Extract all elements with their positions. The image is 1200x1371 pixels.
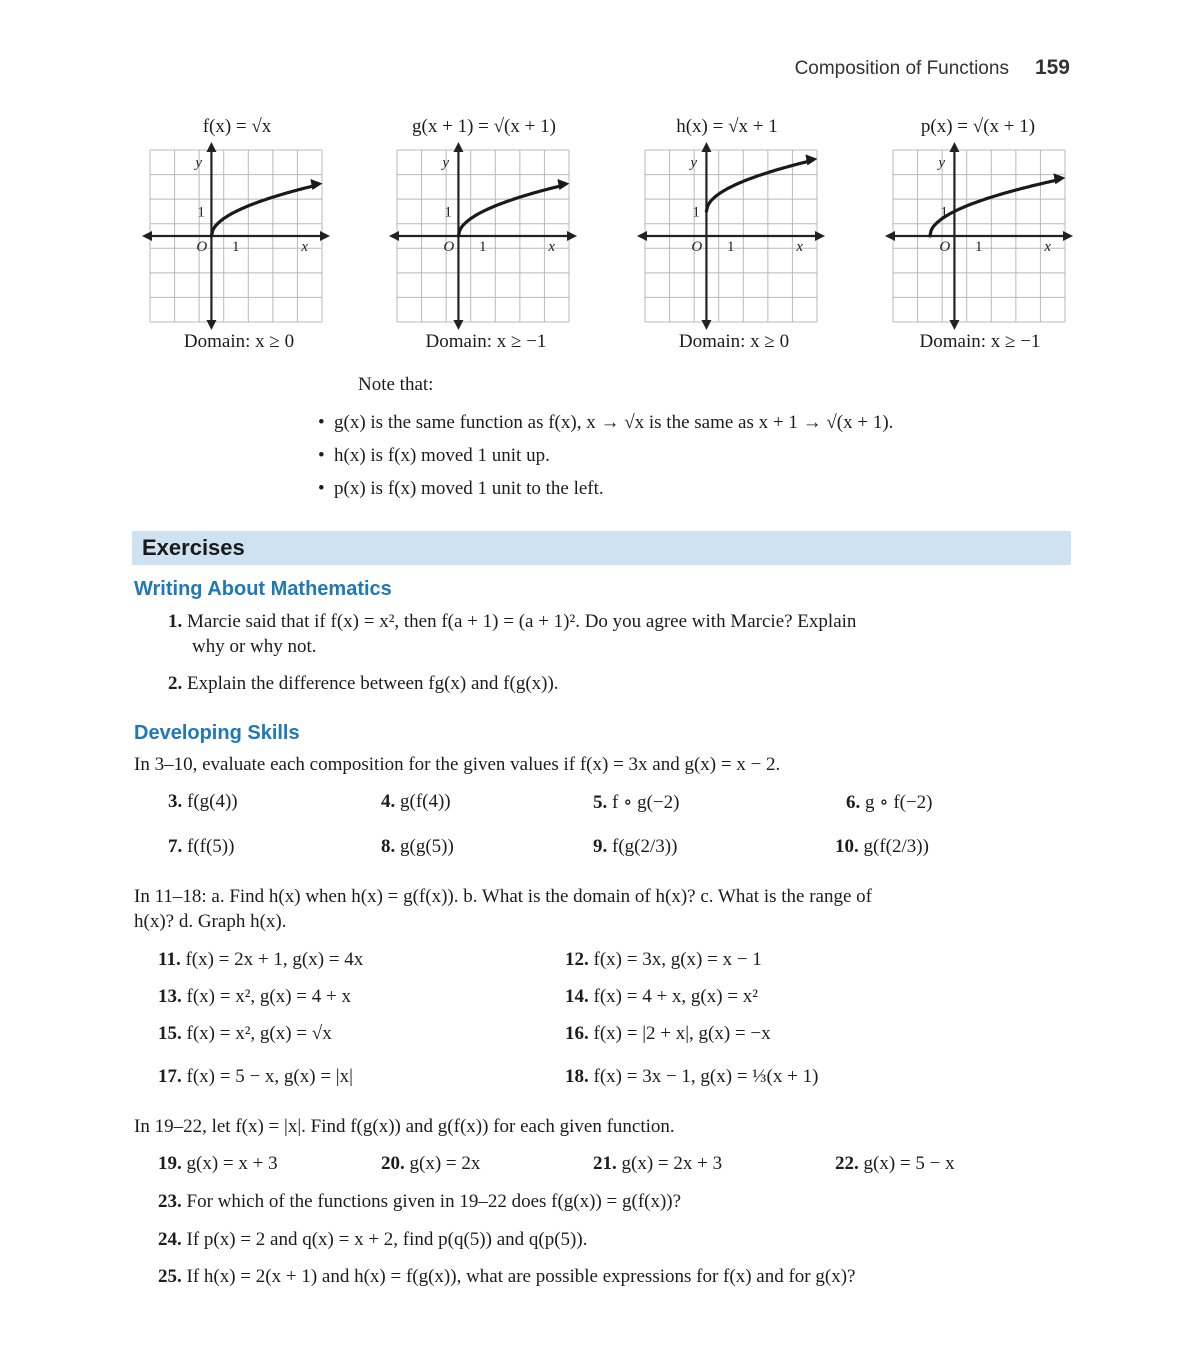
exercise-item: 19. g(x) = x + 3 [158,1153,278,1174]
chapter-title: Composition of Functions [794,58,1009,79]
origin-label: O [443,239,455,255]
curve-arrow [310,179,322,190]
exercise-item: 12. f(x) = 3x, g(x) = x − 1 [565,949,762,970]
domain-g: Domain: x ≥ −1 [425,331,547,352]
function-curve [458,186,560,236]
exercise-item: 2. Explain the difference between fg(x) and f(g(x)). [168,673,559,694]
x-axis-label: x [1044,239,1052,255]
origin-label: O [939,239,951,255]
y-tick-label: 1 [197,204,205,221]
y-axis-label: y [195,155,203,171]
domain-h: Domain: x ≥ 0 [678,331,790,352]
graph-title-p: p(x) = √(x + 1) [920,116,1036,137]
x-tick-label: 1 [232,239,240,255]
x-tick-label: 1 [975,239,983,255]
axis-arrow [453,320,463,330]
curve-arrow [557,179,569,190]
developing-heading: Developing Skills [134,722,300,744]
graph-h [645,150,817,322]
graph-g [397,150,569,322]
writing-heading: Writing About Mathematics [134,578,392,600]
instructions-11-18-continued: h(x)? d. Graph h(x). [134,911,287,932]
note-heading: Note that: [358,374,434,395]
axis-arrow [815,231,825,241]
exercise-item: 21. g(x) = 2x + 3 [593,1153,723,1174]
axis-arrow [885,231,895,241]
axis-arrow [453,142,463,152]
exercise-item-continued: why or why not. [192,636,317,657]
exercise-item: 5. f ∘ g(−2) [593,792,680,813]
exercise-item: 14. f(x) = 4 + x, g(x) = x² [565,986,758,1007]
instructions-19-22: In 19–22, let f(x) = |x|. Find f(g(x)) and g(f(x)) for each given function. [134,1116,675,1137]
note-bullet: • p(x) is f(x) moved 1 unit to the left. [318,478,604,499]
graph-title-f: f(x) = √x [202,116,272,137]
exercise-item: 15. f(x) = x², g(x) = √x [158,1023,332,1044]
exercises-banner [132,531,1071,565]
exercises-heading: Exercises [142,535,245,560]
exercise-item: 18. f(x) = 3x − 1, g(x) = ⅓(x + 1) [565,1066,819,1087]
note-bullet: • h(x) is f(x) moved 1 unit up. [318,445,550,466]
axis-arrow [949,142,959,152]
note-bullet: • g(x) is the same function as f(x), x → √x is the same as x + 1 → √(x + 1). [318,412,894,433]
graph-title-h: h(x) = √x + 1 [676,116,778,137]
axis-arrow [206,142,216,152]
x-tick-label: 1 [479,239,487,255]
exercise-item: 6. g ∘ f(−2) [846,792,933,813]
axis-arrow [637,231,647,241]
exercise-item: 7. f(f(5)) [168,836,235,857]
graph-f [150,150,322,322]
axis-arrow [567,231,577,241]
domain-f: Domain: x ≥ 0 [183,331,295,352]
instructions-11-18: In 11–18: a. Find h(x) when h(x) = g(f(x)). b. What is the domain of h(x)? c. What is the range of [134,886,872,907]
y-tick-label: 1 [940,204,948,221]
page-number: 159 [1034,56,1070,79]
exercise-item: 20. g(x) = 2x [381,1153,481,1174]
exercise-item: 4. g(f(4)) [381,791,451,812]
x-tick-label: 1 [727,239,735,255]
exercise-item: 23. For which of the functions given in 19–22 does f(g(x)) = g(f(x))? [158,1191,682,1212]
axis-arrow [701,320,711,330]
domain-p: Domain: x ≥ −1 [919,331,1041,352]
function-curve [211,186,313,236]
exercise-item: 25. If h(x) = 2(x + 1) and h(x) = f(g(x)), what are possible expressions for f(x) and for g(x)? [158,1266,856,1287]
y-tick-label: 1 [444,204,452,221]
exercise-item: 8. g(g(5)) [381,836,454,857]
exercise-item: 13. f(x) = x², g(x) = 4 + x [158,986,351,1007]
x-axis-label: x [301,239,309,255]
function-curve [930,180,1057,236]
function-curve [706,161,808,211]
exercise-item: 3. f(g(4)) [168,791,238,812]
curve-arrow [805,154,817,165]
instructions-3-10: In 3–10, evaluate each composition for the given values if f(x) = 3x and g(x) = x − 2. [134,754,781,775]
running-head [795,56,1070,80]
y-axis-label: y [442,155,450,171]
axis-arrow [949,320,959,330]
axis-arrow [1063,231,1073,241]
y-axis-label: y [690,155,698,171]
exercise-item: 22. g(x) = 5 − x [835,1153,955,1174]
axis-arrow [206,320,216,330]
graph-p [893,150,1065,322]
axis-arrow [389,231,399,241]
x-axis-label: x [796,239,804,255]
exercise-item: 9. f(g(2/3)) [593,836,678,857]
origin-label: O [196,239,208,255]
exercise-item: 10. g(f(2/3)) [835,836,929,857]
axis-arrow [701,142,711,152]
exercise-item: 24. If p(x) = 2 and q(x) = x + 2, find p(q(5)) and q(p(5)). [158,1229,588,1250]
y-tick-label: 1 [692,204,700,221]
exercise-item: 1. Marcie said that if f(x) = x², then f(a + 1) = (a + 1)². Do you agree with Marcie? Explain [168,611,857,632]
axis-arrow [320,231,330,241]
exercise-item: 11. f(x) = 2x + 1, g(x) = 4x [158,949,364,970]
note-bullets [318,406,893,505]
axis-arrow [142,231,152,241]
exercise-item: 17. f(x) = 5 − x, g(x) = |x| [158,1066,353,1087]
x-axis-label: x [548,239,556,255]
exercise-item: 16. f(x) = |2 + x|, g(x) = −x [565,1023,771,1044]
y-axis-label: y [938,155,946,171]
graph-title-g: g(x + 1) = √(x + 1) [412,116,556,137]
origin-label: O [691,239,703,255]
